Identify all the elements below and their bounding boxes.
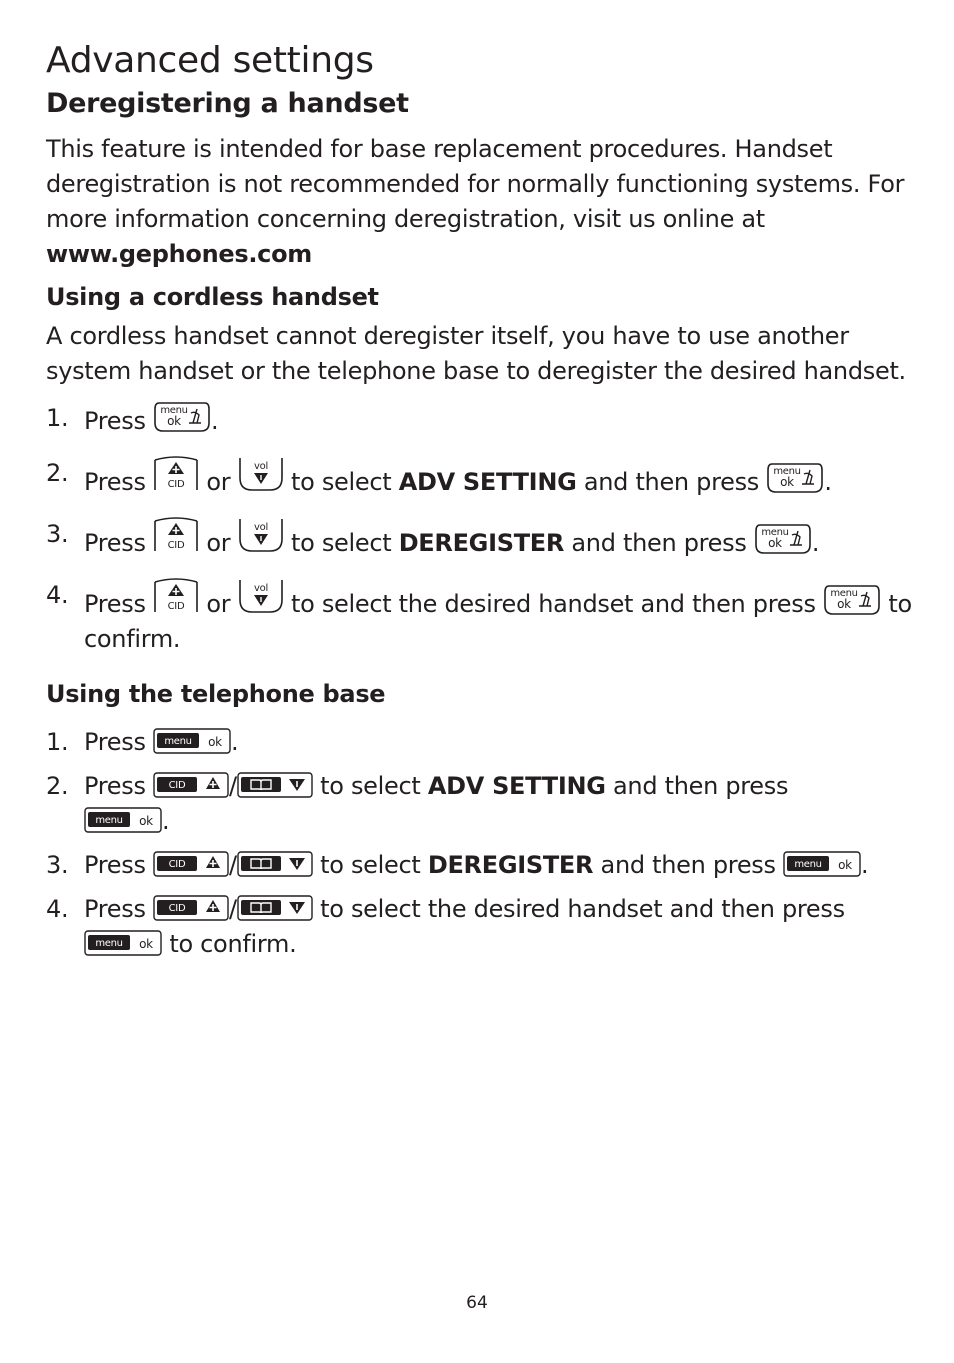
step-end-text: . <box>231 728 239 756</box>
step-press-text: Press <box>84 851 146 879</box>
step-end-text: . <box>824 468 832 496</box>
step-number: 3. <box>46 520 69 548</box>
list-item <box>46 725 916 760</box>
handset-section-intro: A cordless handset cannot deregister itself, you have to use another system handset or the telephone base to deregister the desired handset. <box>46 322 906 385</box>
step-press-text: Press <box>84 728 146 756</box>
step-option-name: DEREGISTER <box>427 851 594 879</box>
step-option-name: DEREGISTER <box>398 529 565 557</box>
step-middle-text: to select <box>320 851 421 879</box>
vol-down-key-icon <box>238 578 284 616</box>
step-end-text: to confirm. <box>84 590 912 653</box>
step-end-text: . <box>162 807 170 835</box>
base-section-heading: Using the telephone base <box>46 680 386 708</box>
step-press-text: Press <box>84 772 146 800</box>
step-number: 4. <box>46 581 69 609</box>
step-end-text: to confirm. <box>169 930 297 958</box>
step-press-text: Press <box>84 529 146 557</box>
base-cid-up-key-icon <box>153 772 229 798</box>
step-number: 4. <box>46 895 69 923</box>
step-end-text: . <box>211 407 219 435</box>
intro-paragraph <box>46 132 916 272</box>
step-middle-text: to select <box>291 529 392 557</box>
step-middle-text: to select <box>320 772 421 800</box>
menu-ok-key-icon <box>766 462 824 494</box>
menu-ok-key-icon <box>823 584 881 616</box>
step-middle-text: to select the desired handset and then press <box>291 590 816 618</box>
section-title: Deregistering a handset <box>46 88 409 119</box>
list-item <box>46 769 916 839</box>
step-option-name: ADV SETTING <box>427 772 606 800</box>
step-end-text: . <box>861 851 869 879</box>
step-number: 1. <box>46 404 69 432</box>
step-after-text: and then press <box>600 851 776 879</box>
menu-ok-key-icon <box>754 523 812 555</box>
vol-down-key-icon <box>238 517 284 555</box>
base-directory-down-key-icon <box>237 895 313 921</box>
base-menu-ok-key-icon <box>783 851 861 877</box>
step-after-text: and then press <box>613 772 789 800</box>
step-number: 1. <box>46 728 69 756</box>
base-menu-ok-key-icon <box>84 930 162 956</box>
list-item <box>46 517 916 561</box>
page-title: Advanced settings <box>46 40 374 81</box>
step-number: 2. <box>46 459 69 487</box>
step-after-text: and then press <box>571 529 747 557</box>
step-option-name: ADV SETTING <box>398 468 577 496</box>
list-item <box>46 401 916 439</box>
website-link[interactable]: www.gephones.com <box>46 240 312 268</box>
step-press-text: Press <box>84 590 146 618</box>
cid-up-key-icon <box>153 517 199 555</box>
list-item <box>46 848 916 883</box>
handset-section-heading: Using a cordless handset <box>46 283 379 311</box>
handset-steps <box>46 401 916 657</box>
step-or-text: or <box>206 468 231 496</box>
base-menu-ok-key-icon <box>153 728 231 754</box>
step-or-text: or <box>206 529 231 557</box>
step-after-text: and then press <box>583 468 760 496</box>
intro-text: This feature is intended for base replacement procedures. Handset deregistration is not recommended for normally functioning systems. For more information concerning deregistration, visit us online at <box>46 135 905 233</box>
list-item <box>46 892 916 962</box>
base-steps <box>46 725 916 962</box>
base-directory-down-key-icon <box>237 772 313 798</box>
base-cid-up-key-icon <box>153 895 229 921</box>
cid-up-key-icon <box>153 456 199 494</box>
base-menu-ok-key-icon <box>84 807 162 833</box>
step-slash-text: / <box>229 851 237 879</box>
step-press-text: Press <box>84 468 146 496</box>
list-item <box>46 456 916 500</box>
step-middle-text: to select the desired handset and then press <box>320 895 845 923</box>
step-end-text: . <box>811 529 820 557</box>
vol-down-key-icon <box>238 456 284 494</box>
base-cid-up-key-icon <box>153 851 229 877</box>
step-slash-text: / <box>229 772 237 800</box>
menu-ok-key-icon <box>153 401 211 433</box>
step-number: 3. <box>46 851 69 879</box>
step-or-text: or <box>206 590 231 618</box>
step-slash-text: / <box>229 895 237 923</box>
list-item <box>46 578 916 657</box>
page-content <box>46 38 916 962</box>
step-middle-text: to select <box>291 468 392 496</box>
page-number: 64 <box>466 1293 488 1313</box>
step-number: 2. <box>46 772 69 800</box>
step-press-text: Press <box>84 895 146 923</box>
cid-up-key-icon <box>153 578 199 616</box>
step-press-text: Press <box>84 407 146 435</box>
base-directory-down-key-icon <box>237 851 313 877</box>
